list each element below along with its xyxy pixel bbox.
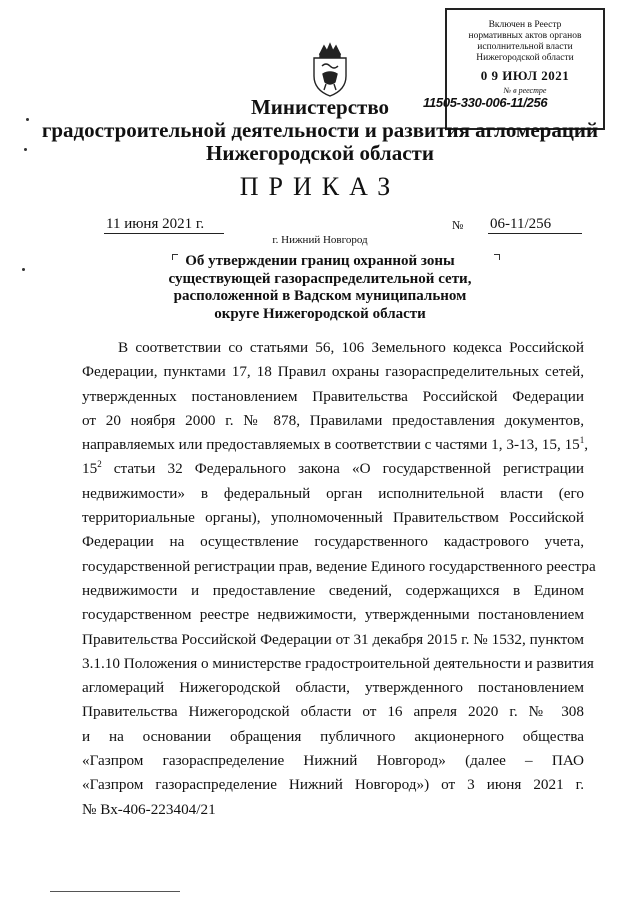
ministry-title-line-2: градостроительной деятельности и развития агломераций <box>41 118 599 142</box>
body-line: агломераций Нижегородской области, утвержденного постановлением <box>82 679 584 697</box>
superscript-2: 2 <box>97 459 102 470</box>
body-line: «Газпром газораспределение Нижний Новгород» (далее – ПАО <box>82 752 584 770</box>
body-line-text: направляемых или предоставляемых в соответствии с частями 1, 3-13, 15, 15 <box>82 436 580 454</box>
footnote-rule <box>50 891 180 892</box>
body-line-comma: , <box>584 436 589 454</box>
superscript-1: 1 <box>579 435 585 446</box>
order-date: 11 июня 2021 г. <box>104 215 224 234</box>
subject-line-1: Об утверждении границ охранной зоны <box>185 253 455 269</box>
body-line: Федерации на осуществление государственного кадастрового учета, <box>82 533 584 551</box>
ministry-title-line-3: Нижегородской области <box>206 141 434 165</box>
body-line: Федерации, пунктами 17, 18 Правил охраны газораспределительных сетей, <box>82 363 584 381</box>
subject-corner-mark-right <box>494 254 500 260</box>
subject-line-3: расположенной в Вадском муниципальном <box>173 288 467 304</box>
body-line: территориальные органы), уполномоченный Правительством Российской <box>82 509 584 527</box>
body-line: № Вх-406-223404/21 <box>82 800 216 818</box>
body-line: утвержденных постановлением Правительства Российской Федерации <box>82 387 584 405</box>
body-line: В соответствии со статьями 56, 106 Земельного кодекса Российской <box>118 339 584 356</box>
body-line: «Газпром газораспределение Нижний Новгород») от 3 июня 2021 г. <box>82 776 584 794</box>
scan-margin-mark <box>26 118 29 121</box>
number-sign: № <box>452 218 464 232</box>
body-line: Правительства Нижегородской области от 16 апреля 2020 г. № 308 <box>82 703 584 721</box>
body-line: недвижимости» в федеральный орган исполнительной власти (его <box>82 484 584 502</box>
body-line-text: 15 <box>82 460 98 478</box>
stamp-line-1: Включен в Реестр <box>488 20 562 30</box>
body-line <box>82 457 584 481</box>
stamp-reg-label: № в реестре <box>503 86 547 95</box>
coat-of-arms-icon <box>306 40 354 98</box>
body-line: 3.1.10 Положения о министерстве градостроительной деятельности и развития <box>82 654 594 672</box>
body-line <box>82 433 589 457</box>
body-line: государственном реестре недвижимости, утвержденными постановлением <box>82 606 584 624</box>
document-type: ПРИКАЗ <box>239 172 401 201</box>
body-line: недвижимости и предоставление сведений, содержащихся в Едином <box>82 581 584 599</box>
stamp-date: 0 9 ИЮЛ 2021 <box>480 68 570 83</box>
ministry-title-line-1: Министерство <box>250 95 390 119</box>
stamp-line-4: Нижегородской области <box>476 53 574 63</box>
subject-line-4: округе Нижегородской области <box>214 305 426 322</box>
stamp-reg-number: 11505-330-006-11/256 <box>423 95 548 110</box>
body-paragraph <box>82 336 596 822</box>
city-label: г. Нижний Новгород <box>272 234 368 246</box>
order-number: 06-11/256 <box>488 215 582 234</box>
stamp-line-2: нормативных актов органов <box>468 31 582 41</box>
scan-margin-mark <box>22 268 25 271</box>
body-line: и на основании обращения публичного акционерного общества <box>82 727 584 745</box>
body-line: государственной регистрации прав, ведение Единого государственного реестра <box>82 557 596 575</box>
body-line-rest: статьи 32 Федерального закона «О государственной регистрации <box>101 460 584 478</box>
order-subject <box>150 253 490 323</box>
body-line: Правительства Российской Федерации от 31 декабря 2015 г. № 1532, пунктом <box>82 630 584 648</box>
body-line: от 20 ноября 2000 г. № 878, Правилами предоставления документов, <box>82 411 584 429</box>
stamp-line-3: исполнительной власти <box>477 42 573 52</box>
scan-margin-mark <box>24 148 27 151</box>
subject-line-2: существующей газораспределительной сети, <box>168 270 472 287</box>
